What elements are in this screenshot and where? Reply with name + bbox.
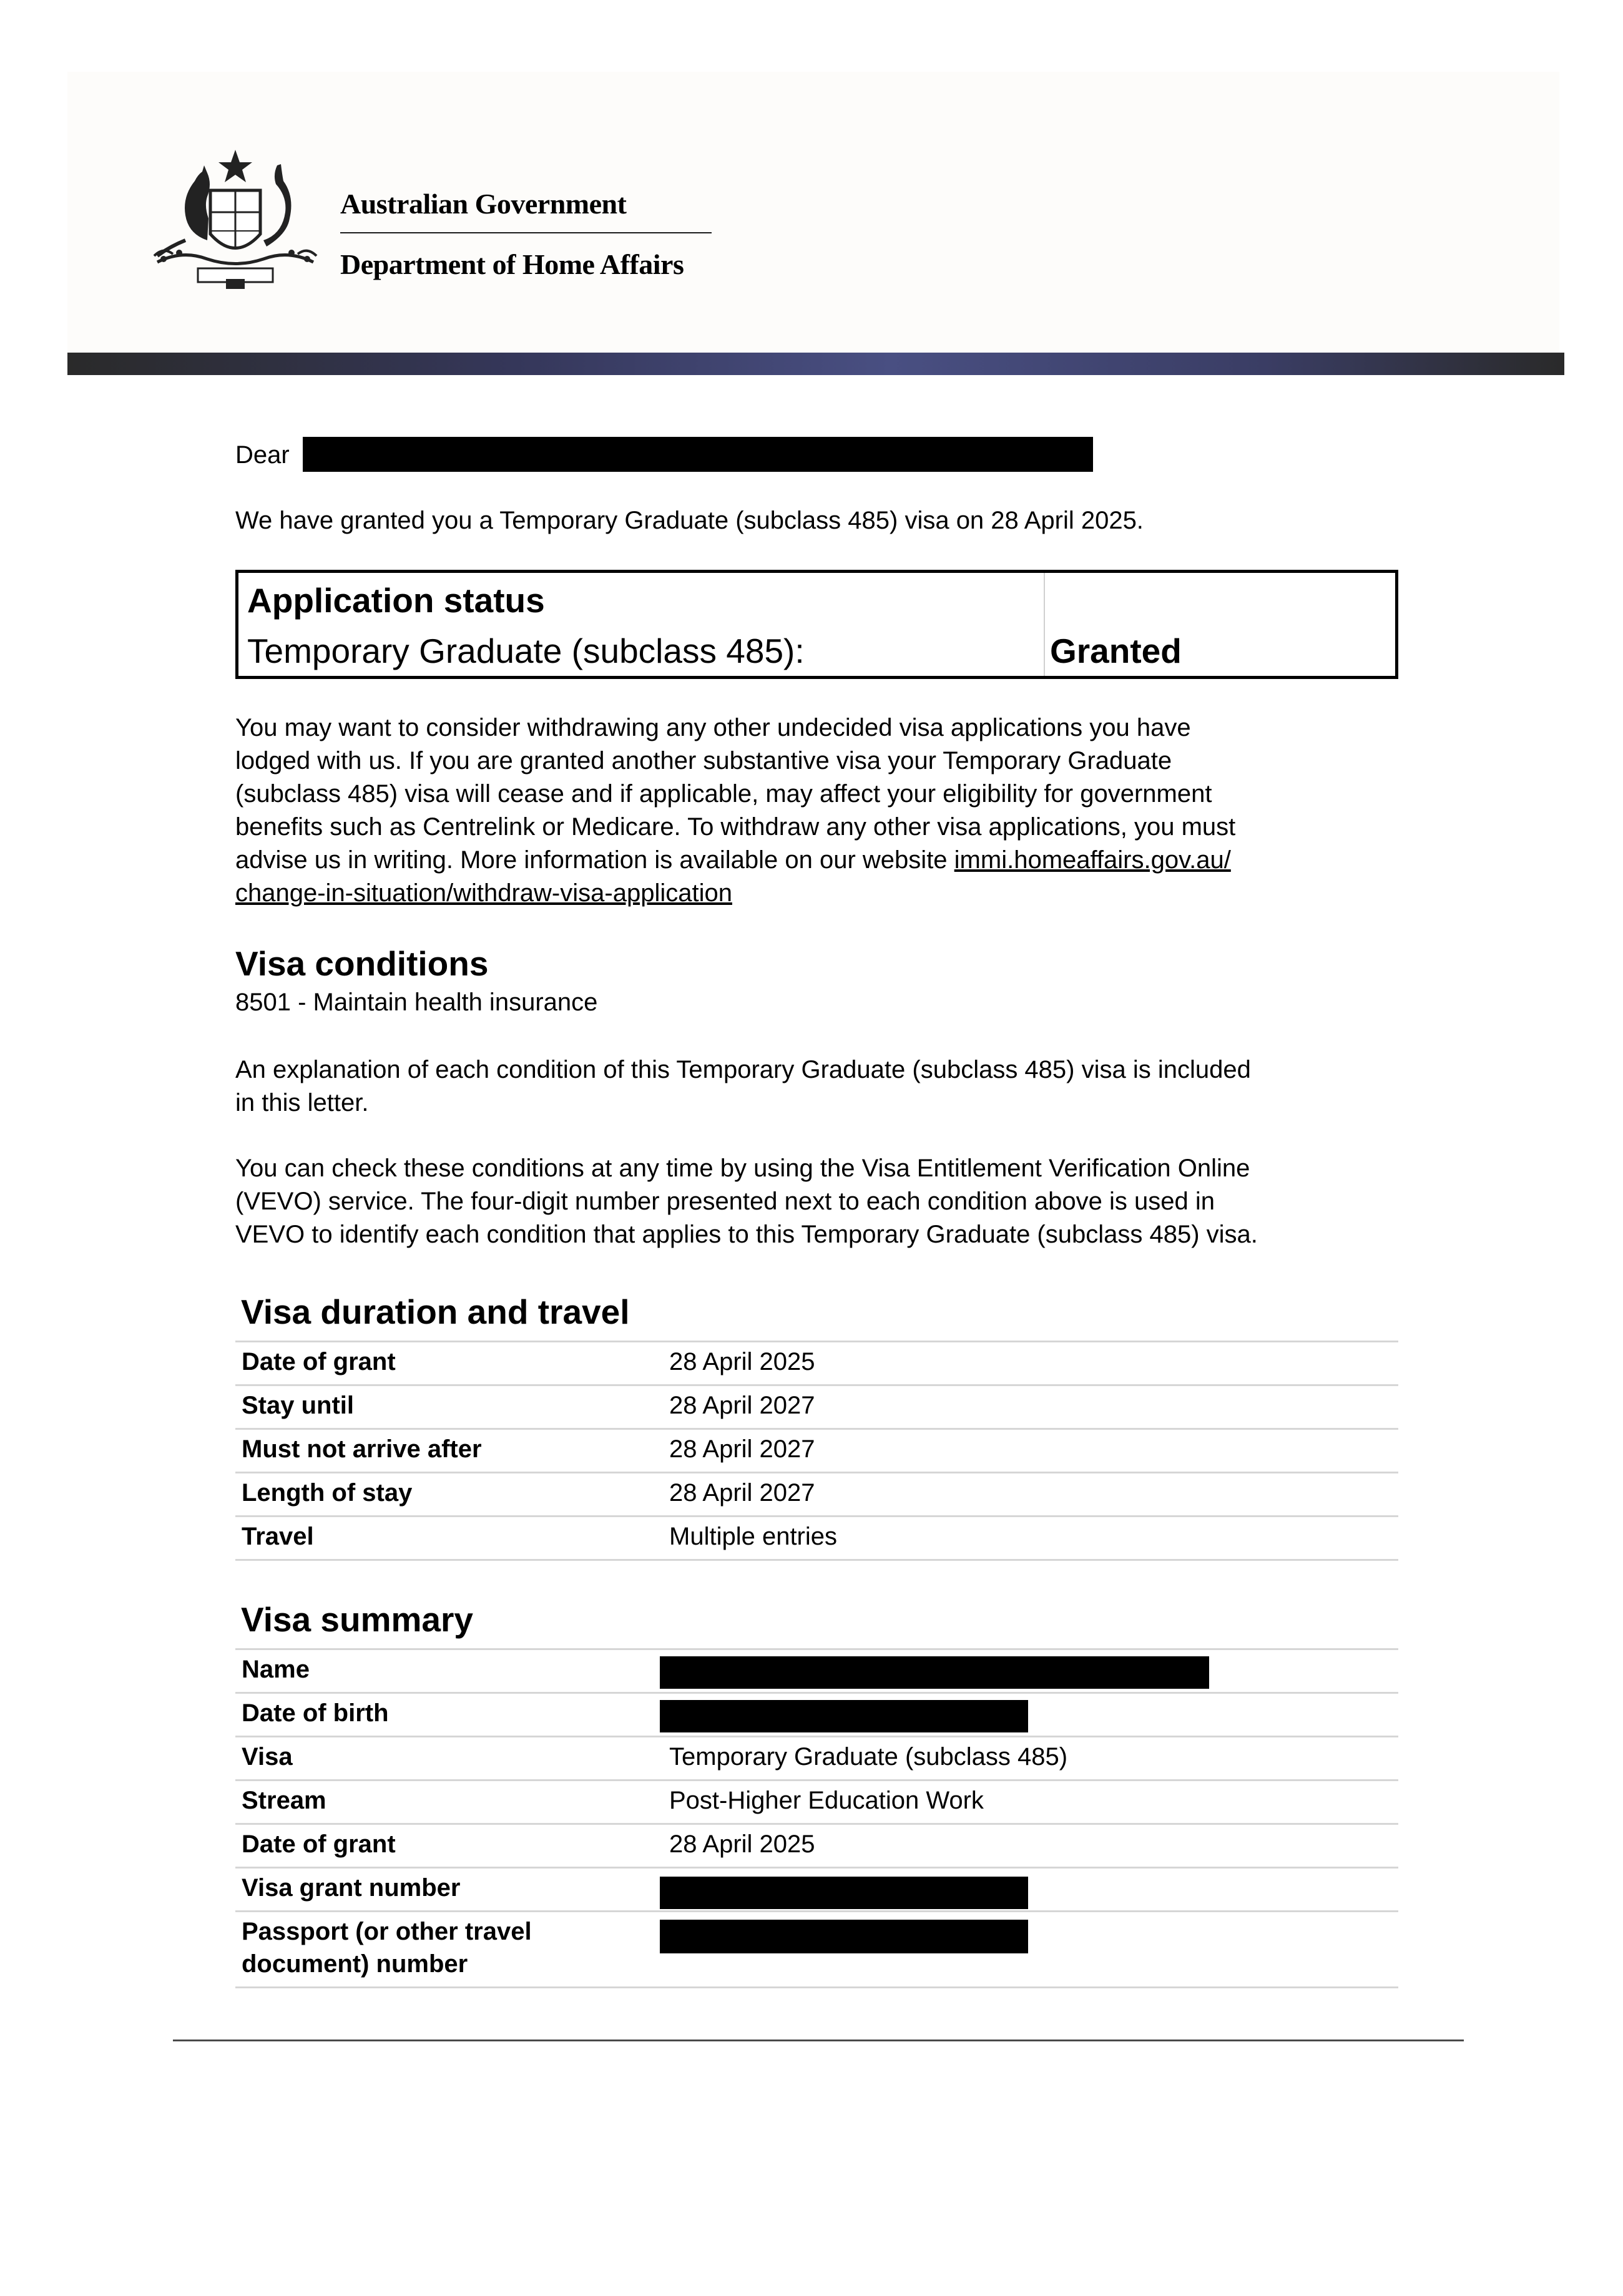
visa-conditions-title: Visa conditions: [235, 944, 489, 983]
table-row: [235, 1692, 1398, 1736]
row-label: Stream: [242, 1787, 326, 1814]
withdraw-line: lodged with us. If you are granted another substantive visa your Temporary Graduate: [235, 747, 1172, 774]
table-row: [235, 1867, 1398, 1910]
explanation-line: in this letter.: [235, 1089, 369, 1116]
withdraw-line: [235, 877, 1235, 910]
footer-divider: [173, 2040, 1464, 2041]
withdraw-line: benefits such as Centrelink or Medicare. To withdraw any other visa applications, you must: [235, 813, 1236, 841]
vevo-line: (VEVO) service. The four-digit number presented next to each condition above is used in: [235, 1188, 1215, 1215]
row-value: 28 April 2025: [669, 1348, 815, 1375]
table-row: [235, 1515, 1398, 1561]
table-row: [235, 1779, 1398, 1823]
redacted-visa-grant-number: [660, 1877, 1028, 1909]
conditions-explanation: [235, 1053, 1251, 1120]
vevo-line: VEVO to identify each condition that applies to this Temporary Graduate (subclass 485) visa.: [235, 1221, 1258, 1248]
table-row: [235, 1910, 1398, 1988]
visa-summary-title: Visa summary: [241, 1600, 474, 1639]
header-bar: [67, 353, 1564, 375]
row-label: Visa grant number: [242, 1874, 461, 1902]
condition-item: 8501 - Maintain health insurance: [235, 989, 598, 1016]
redacted-date-of-birth: [660, 1700, 1028, 1732]
row-label: Length of stay: [242, 1479, 413, 1507]
row-label-line: document) number: [242, 1950, 468, 1978]
redacted-recipient-name: [303, 437, 1093, 472]
table-row: [235, 1472, 1398, 1515]
table-row: [235, 1823, 1398, 1867]
table-row: [235, 1736, 1398, 1779]
vevo-line: You can check these conditions at any time by using the Visa Entitlement Verification Online: [235, 1155, 1250, 1182]
row-value: 28 April 2027: [669, 1479, 815, 1507]
visa-summary-table: [235, 1648, 1398, 1988]
row-label: Stay until: [242, 1392, 355, 1419]
row-label: Date of grant: [242, 1348, 396, 1375]
row-value: Multiple entries: [669, 1523, 838, 1550]
row-label: Visa: [242, 1743, 293, 1771]
withdraw-paragraph: [235, 711, 1235, 910]
table-row: [235, 1648, 1398, 1692]
row-value: Post-Higher Education Work: [669, 1787, 984, 1814]
row-label: Name: [242, 1656, 310, 1683]
government-name: Australian Government: [340, 188, 627, 220]
application-status-value: Granted: [1050, 632, 1182, 670]
table-row: [235, 1341, 1398, 1384]
coat-of-arms-icon: [145, 147, 326, 290]
vevo-paragraph: [235, 1152, 1258, 1251]
status-column-divider: [1044, 573, 1045, 676]
redacted-passport-number: [660, 1920, 1028, 1953]
row-label: Date of birth: [242, 1699, 389, 1727]
row-label-line: Passport (or other travel: [242, 1918, 532, 1945]
withdraw-link[interactable]: immi.homeaffairs.gov.au/: [954, 846, 1231, 874]
salutation-label: Dear: [235, 441, 290, 469]
withdraw-line-text: advise us in writing. More information is available on our website: [235, 846, 954, 874]
application-status-box: [235, 570, 1398, 679]
intro-text: We have granted you a Temporary Graduate (subclass 485) visa on 28 April 2025.: [235, 507, 1144, 534]
row-value: Temporary Graduate (subclass 485): [669, 1743, 1068, 1771]
withdraw-line: (subclass 485) visa will cease and if applicable, may affect your eligibility for government: [235, 780, 1212, 808]
redacted-name: [660, 1656, 1209, 1689]
application-status-visa: Temporary Graduate (subclass 485):: [247, 632, 805, 670]
withdraw-link-continued[interactable]: change-in-situation/withdraw-visa-application: [235, 879, 732, 907]
row-value: 28 April 2027: [669, 1392, 815, 1419]
visa-duration-title: Visa duration and travel: [241, 1292, 630, 1331]
table-row: [235, 1384, 1398, 1428]
row-label: Must not arrive after: [242, 1435, 482, 1463]
table-row: [235, 1428, 1398, 1472]
row-value: 28 April 2025: [669, 1830, 815, 1858]
row-label: Travel: [242, 1523, 314, 1550]
visa-duration-table: [235, 1341, 1398, 1561]
explanation-line: An explanation of each condition of this Temporary Graduate (subclass 485) visa is included: [235, 1056, 1251, 1083]
withdraw-line: [235, 844, 1235, 877]
application-status-title: Application status: [247, 581, 545, 620]
row-label: [242, 1915, 532, 1980]
row-value: 28 April 2027: [669, 1435, 815, 1463]
row-label: Date of grant: [242, 1830, 396, 1858]
letterhead-divider: [340, 232, 712, 233]
department-name: Department of Home Affairs: [340, 248, 684, 280]
withdraw-line: You may want to consider withdrawing any other undecided visa applications you have: [235, 714, 1191, 741]
